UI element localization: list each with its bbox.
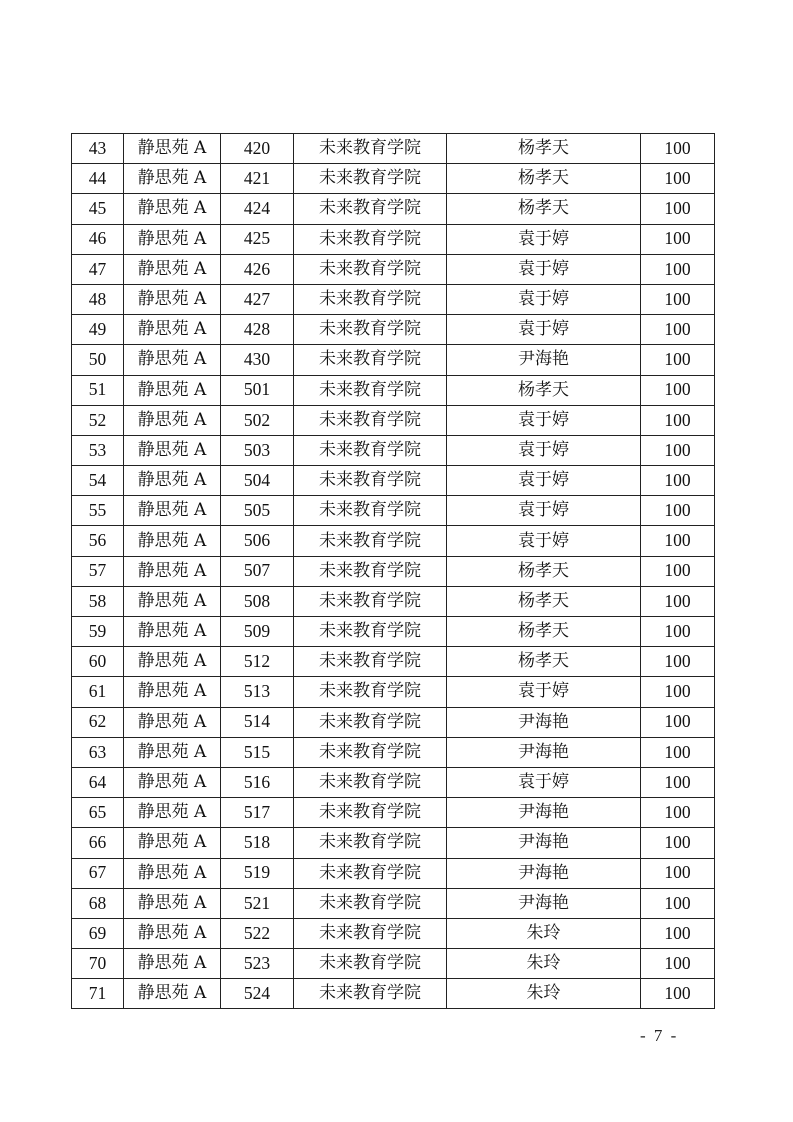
cell-room: 426: [221, 254, 294, 284]
page-number: - 7 -: [640, 1026, 679, 1045]
cell-college: 未来教育学院: [294, 798, 447, 828]
cell-person: 尹海艳: [447, 828, 641, 858]
cell-building: 静思苑 A: [124, 284, 221, 314]
table-row: [72, 224, 715, 254]
cell-person: 杨孝天: [447, 647, 641, 677]
table-row: [72, 586, 715, 616]
cell-score: 100: [641, 194, 715, 224]
cell-building: 静思苑 A: [124, 164, 221, 194]
cell-number: 57: [72, 556, 124, 586]
table-row: [72, 496, 715, 526]
cell-number: 53: [72, 435, 124, 465]
cell-person: 尹海艳: [447, 888, 641, 918]
cell-room: 430: [221, 345, 294, 375]
table-row: [72, 556, 715, 586]
cell-building: 静思苑 A: [124, 435, 221, 465]
cell-building: 静思苑 A: [124, 224, 221, 254]
cell-number: 67: [72, 858, 124, 888]
cell-college: 未来教育学院: [294, 164, 447, 194]
cell-person: 尹海艳: [447, 737, 641, 767]
cell-building: 静思苑 A: [124, 798, 221, 828]
cell-room: 508: [221, 586, 294, 616]
table-body: [72, 134, 715, 1009]
cell-person: 袁于婷: [447, 435, 641, 465]
cell-building: 静思苑 A: [124, 737, 221, 767]
cell-number: 69: [72, 918, 124, 948]
cell-number: 44: [72, 164, 124, 194]
table-row: [72, 677, 715, 707]
cell-score: 100: [641, 949, 715, 979]
cell-person: 袁于婷: [447, 284, 641, 314]
cell-number: 63: [72, 737, 124, 767]
cell-building: 静思苑 A: [124, 888, 221, 918]
table-row: [72, 949, 715, 979]
cell-score: 100: [641, 345, 715, 375]
table-row: [72, 315, 715, 345]
cell-score: 100: [641, 586, 715, 616]
cell-building: 静思苑 A: [124, 466, 221, 496]
table-row: [72, 707, 715, 737]
cell-person: 朱玲: [447, 979, 641, 1009]
cell-person: 尹海艳: [447, 707, 641, 737]
cell-building: 静思苑 A: [124, 979, 221, 1009]
cell-person: 袁于婷: [447, 405, 641, 435]
cell-room: 523: [221, 949, 294, 979]
cell-person: 袁于婷: [447, 466, 641, 496]
cell-room: 522: [221, 918, 294, 948]
cell-person: 杨孝天: [447, 194, 641, 224]
cell-score: 100: [641, 798, 715, 828]
cell-score: 100: [641, 918, 715, 948]
cell-college: 未来教育学院: [294, 375, 447, 405]
cell-room: 517: [221, 798, 294, 828]
cell-college: 未来教育学院: [294, 345, 447, 375]
cell-building: 静思苑 A: [124, 918, 221, 948]
cell-score: 100: [641, 254, 715, 284]
table-row: [72, 858, 715, 888]
cell-room: 505: [221, 496, 294, 526]
cell-score: 100: [641, 647, 715, 677]
cell-building: 静思苑 A: [124, 586, 221, 616]
cell-room: 507: [221, 556, 294, 586]
cell-room: 424: [221, 194, 294, 224]
cell-person: 尹海艳: [447, 798, 641, 828]
cell-person: 尹海艳: [447, 858, 641, 888]
cell-building: 静思苑 A: [124, 405, 221, 435]
cell-score: 100: [641, 435, 715, 465]
cell-building: 静思苑 A: [124, 677, 221, 707]
cell-college: 未来教育学院: [294, 677, 447, 707]
cell-college: 未来教育学院: [294, 647, 447, 677]
table-row: [72, 888, 715, 918]
dormitory-score-table: [71, 133, 715, 1009]
cell-building: 静思苑 A: [124, 315, 221, 345]
cell-person: 朱玲: [447, 949, 641, 979]
cell-number: 62: [72, 707, 124, 737]
cell-room: 513: [221, 677, 294, 707]
table-row: [72, 284, 715, 314]
cell-room: 428: [221, 315, 294, 345]
cell-person: 袁于婷: [447, 224, 641, 254]
cell-number: 61: [72, 677, 124, 707]
cell-college: 未来教育学院: [294, 737, 447, 767]
cell-score: 100: [641, 496, 715, 526]
cell-room: 519: [221, 858, 294, 888]
cell-person: 袁于婷: [447, 526, 641, 556]
cell-person: 袁于婷: [447, 315, 641, 345]
cell-room: 502: [221, 405, 294, 435]
cell-college: 未来教育学院: [294, 435, 447, 465]
cell-room: 504: [221, 466, 294, 496]
cell-person: 尹海艳: [447, 345, 641, 375]
cell-score: 100: [641, 979, 715, 1009]
cell-score: 100: [641, 164, 715, 194]
table-row: [72, 767, 715, 797]
cell-building: 静思苑 A: [124, 526, 221, 556]
cell-score: 100: [641, 767, 715, 797]
cell-room: 506: [221, 526, 294, 556]
cell-score: 100: [641, 466, 715, 496]
table-row: [72, 194, 715, 224]
cell-room: 503: [221, 435, 294, 465]
table-row: [72, 918, 715, 948]
cell-number: 54: [72, 466, 124, 496]
cell-college: 未来教育学院: [294, 284, 447, 314]
cell-room: 512: [221, 647, 294, 677]
cell-score: 100: [641, 284, 715, 314]
cell-building: 静思苑 A: [124, 647, 221, 677]
cell-person: 袁于婷: [447, 677, 641, 707]
cell-score: 100: [641, 828, 715, 858]
cell-college: 未来教育学院: [294, 496, 447, 526]
cell-college: 未来教育学院: [294, 526, 447, 556]
cell-building: 静思苑 A: [124, 194, 221, 224]
cell-score: 100: [641, 375, 715, 405]
cell-score: 100: [641, 134, 715, 164]
cell-number: 43: [72, 134, 124, 164]
cell-person: 杨孝天: [447, 556, 641, 586]
cell-college: 未来教育学院: [294, 466, 447, 496]
cell-number: 45: [72, 194, 124, 224]
cell-college: 未来教育学院: [294, 586, 447, 616]
cell-person: 袁于婷: [447, 767, 641, 797]
cell-building: 静思苑 A: [124, 707, 221, 737]
cell-building: 静思苑 A: [124, 496, 221, 526]
cell-number: 65: [72, 798, 124, 828]
table-row: [72, 345, 715, 375]
table-row: [72, 798, 715, 828]
cell-score: 100: [641, 677, 715, 707]
cell-college: 未来教育学院: [294, 556, 447, 586]
cell-score: 100: [641, 858, 715, 888]
cell-number: 56: [72, 526, 124, 556]
cell-building: 静思苑 A: [124, 949, 221, 979]
cell-number: 50: [72, 345, 124, 375]
cell-college: 未来教育学院: [294, 134, 447, 164]
cell-number: 64: [72, 767, 124, 797]
cell-college: 未来教育学院: [294, 767, 447, 797]
cell-number: 66: [72, 828, 124, 858]
cell-building: 静思苑 A: [124, 345, 221, 375]
table-row: [72, 254, 715, 284]
cell-college: 未来教育学院: [294, 254, 447, 284]
cell-room: 515: [221, 737, 294, 767]
cell-building: 静思苑 A: [124, 134, 221, 164]
cell-score: 100: [641, 224, 715, 254]
cell-room: 518: [221, 828, 294, 858]
cell-person: 杨孝天: [447, 164, 641, 194]
table-row: [72, 435, 715, 465]
cell-college: 未来教育学院: [294, 888, 447, 918]
cell-score: 100: [641, 707, 715, 737]
cell-score: 100: [641, 526, 715, 556]
cell-score: 100: [641, 556, 715, 586]
cell-score: 100: [641, 617, 715, 647]
cell-person: 杨孝天: [447, 134, 641, 164]
cell-score: 100: [641, 888, 715, 918]
cell-person: 杨孝天: [447, 617, 641, 647]
cell-number: 59: [72, 617, 124, 647]
table-row: [72, 526, 715, 556]
cell-number: 68: [72, 888, 124, 918]
table-row: [72, 466, 715, 496]
table-row: [72, 134, 715, 164]
cell-number: 58: [72, 586, 124, 616]
cell-college: 未来教育学院: [294, 707, 447, 737]
cell-college: 未来教育学院: [294, 858, 447, 888]
cell-person: 朱玲: [447, 918, 641, 948]
cell-person: 袁于婷: [447, 254, 641, 284]
cell-college: 未来教育学院: [294, 828, 447, 858]
cell-score: 100: [641, 737, 715, 767]
cell-number: 70: [72, 949, 124, 979]
cell-room: 427: [221, 284, 294, 314]
cell-person: 杨孝天: [447, 586, 641, 616]
table-row: [72, 405, 715, 435]
cell-number: 52: [72, 405, 124, 435]
cell-number: 46: [72, 224, 124, 254]
cell-building: 静思苑 A: [124, 828, 221, 858]
cell-number: 60: [72, 647, 124, 677]
cell-room: 509: [221, 617, 294, 647]
cell-college: 未来教育学院: [294, 315, 447, 345]
table-row: [72, 164, 715, 194]
cell-college: 未来教育学院: [294, 949, 447, 979]
cell-room: 516: [221, 767, 294, 797]
cell-room: 521: [221, 888, 294, 918]
cell-number: 47: [72, 254, 124, 284]
cell-room: 425: [221, 224, 294, 254]
cell-building: 静思苑 A: [124, 858, 221, 888]
cell-room: 421: [221, 164, 294, 194]
cell-score: 100: [641, 315, 715, 345]
table-row: [72, 737, 715, 767]
table-row: [72, 828, 715, 858]
cell-room: 420: [221, 134, 294, 164]
cell-room: 514: [221, 707, 294, 737]
cell-college: 未来教育学院: [294, 224, 447, 254]
cell-number: 55: [72, 496, 124, 526]
cell-number: 49: [72, 315, 124, 345]
cell-college: 未来教育学院: [294, 194, 447, 224]
cell-college: 未来教育学院: [294, 918, 447, 948]
table-row: [72, 617, 715, 647]
cell-college: 未来教育学院: [294, 979, 447, 1009]
cell-room: 501: [221, 375, 294, 405]
cell-person: 袁于婷: [447, 496, 641, 526]
cell-room: 524: [221, 979, 294, 1009]
cell-college: 未来教育学院: [294, 405, 447, 435]
cell-building: 静思苑 A: [124, 767, 221, 797]
cell-score: 100: [641, 405, 715, 435]
cell-building: 静思苑 A: [124, 556, 221, 586]
cell-number: 48: [72, 284, 124, 314]
table-row: [72, 979, 715, 1009]
cell-number: 51: [72, 375, 124, 405]
cell-building: 静思苑 A: [124, 617, 221, 647]
table-row: [72, 647, 715, 677]
cell-building: 静思苑 A: [124, 254, 221, 284]
cell-college: 未来教育学院: [294, 617, 447, 647]
cell-number: 71: [72, 979, 124, 1009]
cell-person: 杨孝天: [447, 375, 641, 405]
table-row: [72, 375, 715, 405]
cell-building: 静思苑 A: [124, 375, 221, 405]
